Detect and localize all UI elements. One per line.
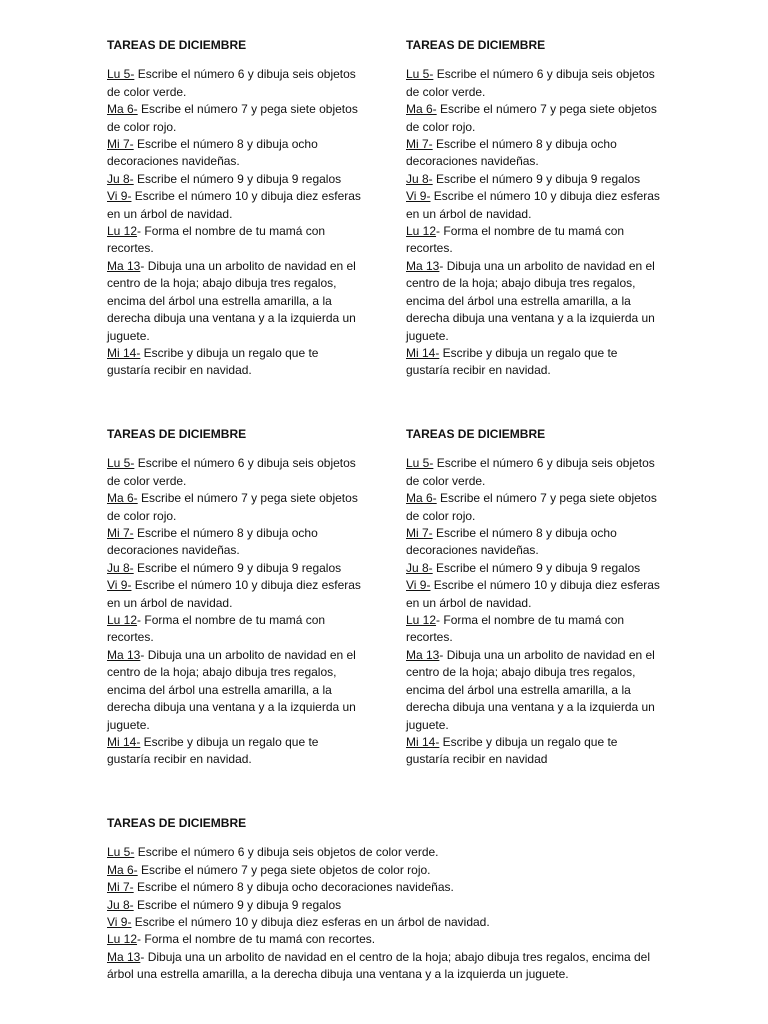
task-block-1 (107, 37, 365, 380)
day-label: Ju 8- (406, 171, 433, 186)
task-text: Escribe el número 9 y dibuja 9 regalos (133, 171, 342, 186)
task-text: - Forma el nombre de tu mamá con recortes. (406, 224, 625, 256)
day-label: Mi 14- (107, 345, 141, 360)
block-title: TAREAS DE DICIEMBRE (107, 816, 247, 830)
task-text: Escribe el número 10 y dibuja diez esferas en un árbol de navidad. (107, 578, 361, 610)
day-label: Ju 8- (107, 560, 134, 575)
task-text: - Dibuja una un arbolito de navidad en el centro de la hoja; abajo dibuja tres regalos, encima del árbol una estrella amarilla, a la derecha dibuja una ventana y a la izquierda un juguete. (107, 258, 356, 343)
task-text: - Dibuja una un arbolito de navidad en el centro de la hoja; abajo dibuja tres regalos, encima del árbol una estrella amarilla, a la derecha dibuja una ventana y a la izquierda un juguete. (406, 647, 655, 732)
day-label: Lu 12 (107, 224, 138, 239)
task-list (107, 844, 667, 983)
task-text: Escribe el número 10 y dibuja diez esferas en un árbol de navidad. (107, 189, 361, 221)
day-label: Mi 7- (406, 137, 433, 152)
day-label: Lu 12 (107, 613, 138, 628)
day-label: Lu 5- (107, 456, 135, 471)
task-text: Escribe el número 8 y dibuja ocho decoraciones navideñas. (107, 137, 318, 169)
task-text: Escribe el número 9 y dibuja 9 regalos (133, 897, 342, 912)
day-label: Ma 6- (107, 491, 138, 506)
day-label: Mi 7- (107, 137, 134, 152)
block-title: TAREAS DE DICIEMBRE (406, 38, 546, 52)
day-label: Ma 13 (107, 258, 141, 273)
day-label: Lu 12 (107, 932, 138, 947)
task-block-2 (406, 37, 664, 380)
task-text: - Dibuja una un arbolito de navidad en el centro de la hoja; abajo dibuja tres regalos, encima del árbol una estrella amarilla, a la derecha dibuja una ventana y a la izquierda un juguete. (107, 647, 356, 732)
day-label: Lu 5- (107, 67, 135, 82)
task-text: Escribe el número 10 y dibuja diez esferas en un árbol de navidad. (406, 578, 660, 610)
day-label: Mi 14- (107, 734, 141, 749)
task-block-5 (107, 815, 667, 984)
task-list (406, 455, 664, 768)
task-list (107, 66, 365, 379)
day-label: Ju 8- (107, 171, 134, 186)
block-title: TAREAS DE DICIEMBRE (107, 38, 247, 52)
task-text: Escribe y dibuja un regalo que te gustaría recibir en navidad (406, 734, 618, 767)
day-label: Vi 9- (406, 189, 431, 204)
task-list (107, 455, 365, 768)
block-title: TAREAS DE DICIEMBRE (107, 427, 247, 441)
task-text: Escribe el número 6 y dibuja seis objetos de color verde. (107, 456, 356, 488)
task-text: Escribe el número 6 y dibuja seis objetos de color verde. (107, 67, 356, 99)
day-label: Ma 6- (406, 102, 437, 117)
task-text: Escribe el número 8 y dibuja ocho decoraciones navideñas. (406, 526, 617, 558)
day-label: Vi 9- (107, 578, 132, 593)
task-text: - Dibuja una un arbolito de navidad en el centro de la hoja; abajo dibuja tres regalos, encima del árbol una estrella amarilla, a la derecha dibuja una ventana y a la izquierda un juguete. (406, 258, 655, 343)
task-text: Escribe el número 9 y dibuja 9 regalos (432, 560, 641, 575)
day-label: Ma 13 (406, 647, 440, 662)
task-text: Escribe el número 7 y pega siete objetos de color rojo. (107, 102, 358, 134)
day-label: Mi 14- (406, 345, 440, 360)
task-text: Escribe el número 10 y dibuja diez esferas en un árbol de navidad. (131, 915, 490, 930)
task-text: - Forma el nombre de tu mamá con recortes. (406, 613, 625, 645)
task-text: - Forma el nombre de tu mamá con recortes. (107, 224, 326, 256)
day-label: Ma 13 (107, 949, 141, 964)
task-text: Escribe el número 8 y dibuja ocho decoraciones navideñas. (133, 880, 454, 895)
day-label: Ma 6- (107, 102, 138, 117)
task-block-4 (406, 426, 664, 769)
day-label: Lu 5- (406, 456, 434, 471)
task-text: Escribe el número 7 y pega siete objetos de color rojo. (406, 491, 657, 523)
task-text: Escribe el número 8 y dibuja ocho decoraciones navideñas. (107, 526, 318, 558)
day-label: Vi 9- (107, 915, 132, 930)
day-label: Ma 13 (406, 258, 440, 273)
task-text: Escribe el número 8 y dibuja ocho decoraciones navideñas. (406, 137, 617, 169)
task-text: Escribe el número 7 y pega siete objetos de color rojo. (137, 862, 431, 877)
day-label: Lu 12 (406, 613, 437, 628)
day-label: Mi 14- (406, 734, 440, 749)
task-text: Escribe el número 7 y pega siete objetos de color rojo. (406, 102, 657, 134)
task-text: - Dibuja una un arbolito de navidad en el centro de la hoja; abajo dibuja tres regalos, encima del árbol una estrella amarilla, a la derecha dibuja una ventana y a la izquierda un juguete. (107, 949, 651, 982)
task-block-3 (107, 426, 365, 769)
day-label: Vi 9- (406, 578, 431, 593)
day-label: Lu 5- (406, 67, 434, 82)
task-text: Escribe y dibuja un regalo que te gustaría recibir en navidad. (406, 345, 618, 378)
block-title: TAREAS DE DICIEMBRE (406, 427, 546, 441)
day-label: Ju 8- (107, 897, 134, 912)
day-label: Mi 7- (406, 526, 433, 541)
day-label: Ma 13 (107, 647, 141, 662)
day-label: Vi 9- (107, 189, 132, 204)
task-text: Escribe el número 6 y dibuja seis objetos de color verde. (406, 67, 655, 99)
day-label: Ju 8- (406, 560, 433, 575)
task-text: Escribe el número 7 y pega siete objetos de color rojo. (107, 491, 358, 523)
task-text: Escribe el número 9 y dibuja 9 regalos (133, 560, 342, 575)
day-label: Lu 12 (406, 224, 437, 239)
task-text: Escribe el número 6 y dibuja seis objetos de color verde. (406, 456, 655, 488)
day-label: Ma 6- (107, 862, 138, 877)
day-label: Lu 5- (107, 845, 135, 860)
task-text: - Forma el nombre de tu mamá con recortes. (107, 613, 326, 645)
task-text: Escribe el número 6 y dibuja seis objetos de color verde. (134, 845, 439, 860)
task-text: Escribe el número 9 y dibuja 9 regalos (432, 171, 641, 186)
day-label: Mi 7- (107, 880, 134, 895)
task-text: Escribe y dibuja un regalo que te gustaría recibir en navidad. (107, 345, 319, 378)
task-text: Escribe y dibuja un regalo que te gustaría recibir en navidad. (107, 734, 319, 767)
task-list (406, 66, 664, 379)
day-label: Ma 6- (406, 491, 437, 506)
day-label: Mi 7- (107, 526, 134, 541)
task-text: - Forma el nombre de tu mamá con recortes. (137, 932, 376, 947)
task-text: Escribe el número 10 y dibuja diez esferas en un árbol de navidad. (406, 189, 660, 221)
